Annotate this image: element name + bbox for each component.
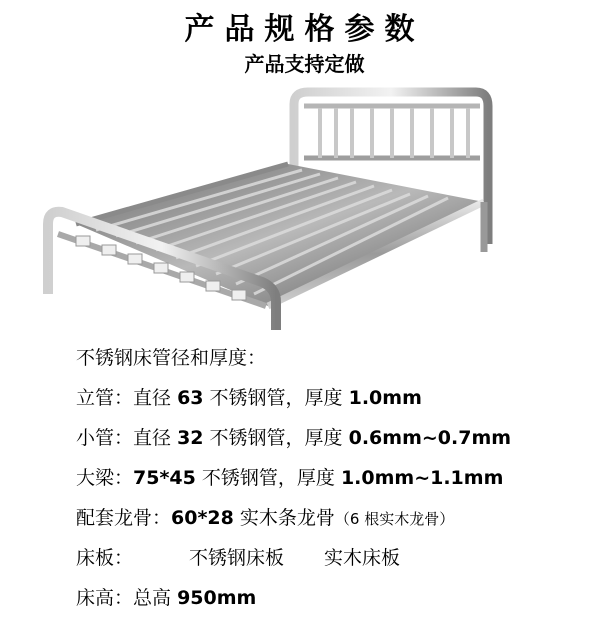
- page-title: 产品规格参数: [184, 12, 425, 47]
- spec-text: 不锈钢管，厚度: [203, 427, 349, 449]
- spec-text: 总高: [133, 587, 178, 609]
- spec-text: 不锈钢管，厚度: [195, 467, 341, 489]
- spec-label: 小管：: [76, 427, 134, 449]
- board-option: 不锈钢床板: [189, 547, 285, 569]
- spec-label: 床板：: [76, 547, 134, 569]
- spec-height-value: 950mm: [177, 587, 257, 609]
- board-option: 实木床板: [324, 547, 401, 569]
- spec-heading: 不锈钢床管径和厚度：: [76, 347, 267, 369]
- spec-text: 实木条龙骨: [233, 507, 335, 529]
- spec-main-beam: [76, 462, 606, 502]
- spec-size: 75*45: [133, 467, 196, 489]
- spec-keel: [76, 502, 606, 542]
- spec-label: 大梁：: [76, 467, 134, 489]
- spec-text: 直径: [133, 427, 178, 449]
- spec-upright-tube: [76, 382, 606, 422]
- spec-text: 直径: [133, 387, 178, 409]
- page-subtitle: 产品支持定做: [244, 52, 365, 76]
- spec-list: [76, 342, 606, 622]
- spec-small-tube: [76, 422, 606, 462]
- spec-thickness: 1.0mm~1.1mm: [340, 467, 504, 489]
- spec-size: 60*28: [171, 507, 234, 529]
- spec-thickness: 0.6mm~0.7mm: [348, 427, 512, 449]
- spec-label: 立管：: [76, 387, 134, 409]
- spec-label: 配套龙骨：: [76, 507, 172, 529]
- spec-diameter: 32: [177, 427, 204, 449]
- spec-note: （6 根实木龙骨）: [334, 510, 455, 528]
- spec-label: 床高：: [76, 587, 134, 609]
- spec-diameter: 63: [177, 387, 204, 409]
- spec-bed-height: [76, 582, 606, 622]
- spec-text: 不锈钢管，厚度: [203, 387, 349, 409]
- spec-bed-board: [76, 542, 606, 582]
- stainless-steel-bed-photo: [36, 84, 506, 334]
- spec-thickness: 1.0mm: [348, 387, 422, 409]
